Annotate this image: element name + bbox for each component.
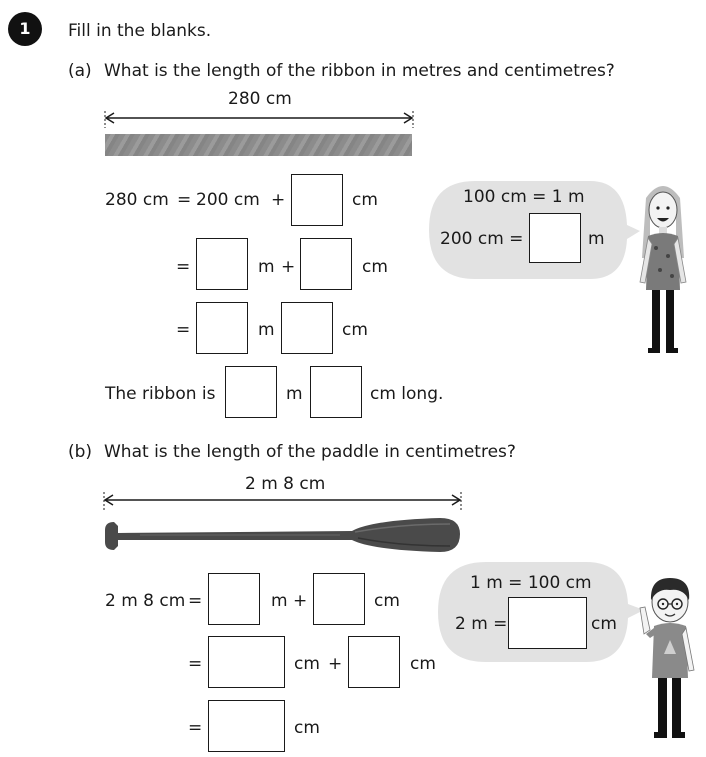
b-eq2-first-cm-box[interactable] (208, 636, 285, 688)
a-eq1-first-term: 200 cm (196, 190, 260, 210)
b-bubble-answer-box[interactable] (508, 597, 587, 649)
b-eq1-equals: = (188, 591, 203, 611)
a-eq2-unit-cm: cm (362, 257, 388, 277)
b-eq2-second-cm-box[interactable] (348, 636, 400, 688)
question-instruction: Fill in the blanks. (68, 21, 212, 41)
b-eq1-metres-box[interactable] (208, 573, 260, 625)
a-bubble-answer-box[interactable] (529, 213, 581, 263)
b-bubble-unit-cm: cm (591, 614, 617, 634)
a-sentence-unit-m: m (286, 384, 303, 404)
ribbon-image (105, 134, 412, 156)
b-eq3-equals: = (188, 718, 203, 738)
paddle-measure-label: 2 m 8 cm (245, 474, 326, 494)
part-a-label: (a) (68, 61, 92, 81)
b-eq1-cm-box[interactable] (313, 573, 365, 625)
b-eq2-unit-cm-2: cm (410, 654, 436, 674)
ribbon-measure-label: 280 cm (228, 89, 292, 109)
a-bubble-line2: 200 cm = (440, 229, 524, 249)
a-eq1-lhs: 280 cm (105, 190, 169, 210)
b-eq2-equals: = (188, 654, 203, 674)
a-sentence-cm-box[interactable] (310, 366, 362, 418)
part-a-prompt: What is the length of the ribbon in metres and centimetres? (104, 61, 615, 81)
a-eq3-cm-box[interactable] (281, 302, 333, 354)
a-eq3-unit-cm: cm (342, 320, 368, 340)
a-sentence-start: The ribbon is (105, 384, 216, 404)
b-eq3-unit-cm: cm (294, 718, 320, 738)
b-eq3-total-cm-box[interactable] (208, 700, 285, 752)
a-sentence-metres-box[interactable] (225, 366, 277, 418)
paddle-image (100, 514, 464, 560)
ribbon-dimension-arrow (100, 108, 420, 130)
a-eq3-unit-m: m (258, 320, 275, 340)
a-bubble-unit-m: m (588, 229, 605, 249)
a-eq2-equals: = (176, 257, 191, 277)
boy-illustration (636, 574, 700, 742)
a-eq1-answer-box[interactable] (291, 174, 343, 226)
b-eq2-plus: + (328, 654, 343, 674)
a-eq2-metres-box[interactable] (196, 238, 248, 290)
b-bubble-line2: 2 m = (455, 614, 508, 634)
b-eq2-unit-cm-1: cm (294, 654, 320, 674)
a-eq1-equals: = (177, 190, 192, 210)
a-eq2-cm-box[interactable] (300, 238, 352, 290)
part-b-label: (b) (68, 442, 93, 462)
b-eq1-unit-cm: cm (374, 591, 400, 611)
paddle-dimension-arrow (98, 490, 466, 512)
a-eq1-unit-cm: cm (352, 190, 378, 210)
question-number-badge: 1 (8, 12, 42, 46)
girl-illustration (628, 178, 698, 356)
a-sentence-end: cm long. (370, 384, 444, 404)
b-eq1-unit-m: m (271, 591, 288, 611)
a-bubble-line1: 100 cm = 1 m (463, 187, 585, 207)
b-eq1-plus: + (293, 591, 308, 611)
b-bubble-line1: 1 m = 100 cm (470, 573, 592, 593)
a-eq2-unit-m: m (258, 257, 275, 277)
a-eq1-plus: + (271, 190, 286, 210)
a-eq3-equals: = (176, 320, 191, 340)
a-eq2-plus: + (281, 257, 296, 277)
a-eq3-metres-box[interactable] (196, 302, 248, 354)
part-b-prompt: What is the length of the paddle in centimetres? (104, 442, 516, 462)
b-eq1-lhs: 2 m 8 cm (105, 591, 186, 611)
